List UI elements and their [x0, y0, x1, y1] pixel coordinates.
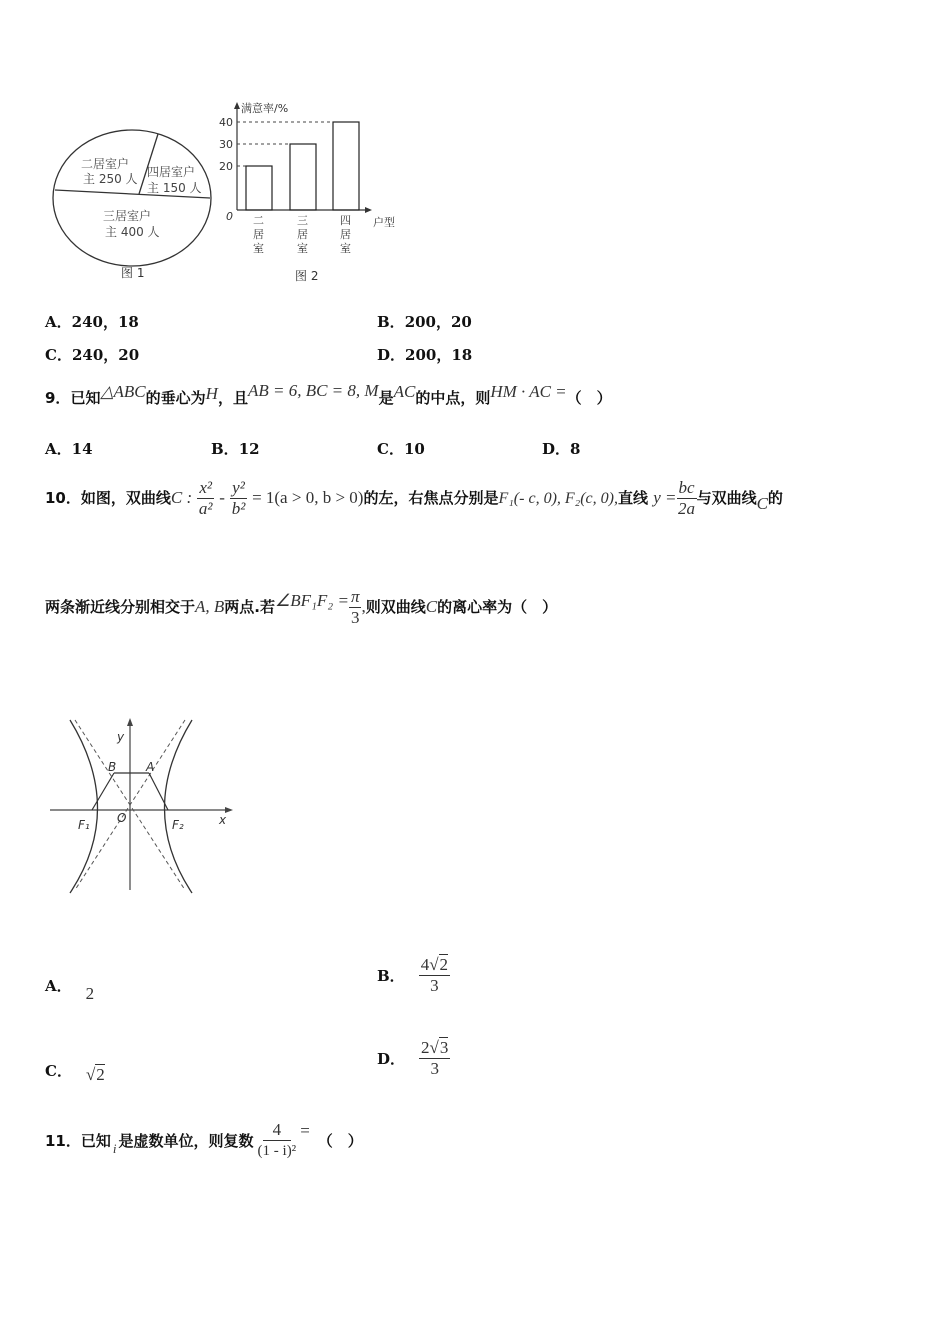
category-label-char: 居: [297, 228, 308, 241]
pie-label-3room-line1: 三居室户: [103, 209, 152, 223]
q10-frac-bc2a: $\frac{bc}{2a}$: [678, 478, 696, 518]
category-label-char: 室: [253, 242, 264, 255]
graph-label-x: x: [219, 813, 227, 827]
graph-label-f2: F₂: [172, 818, 184, 832]
pie-label-2room-line2: 主 250 人: [83, 172, 138, 186]
category-label-char: 三: [297, 214, 308, 227]
pie-label-3room-line2: 主 400 人: [105, 225, 160, 239]
q10-option-c[interactable]: C． √2: [45, 1062, 105, 1084]
graph-x-arrow: [225, 807, 233, 813]
category-label-char: 室: [297, 242, 308, 255]
question-9: 9．已知△ABC的垂心为H，且AB = 6, BC = 8, M是AC的中点，则HM · AC =（ ）: [45, 381, 612, 407]
y-tick-label: 30: [219, 138, 233, 151]
y-tick-label: 40: [219, 116, 233, 129]
pie-outline: [53, 130, 211, 266]
pie-chart-figure: [45, 100, 225, 285]
hyperbola-graph: [45, 715, 240, 895]
q9-option-c[interactable]: C．10: [377, 440, 425, 458]
q9-option-a[interactable]: A．14: [45, 440, 93, 458]
bar-origin: 0: [226, 210, 233, 223]
segment-f1b: [92, 773, 114, 810]
category-label-char: 居: [253, 228, 264, 241]
q10-frac-y: $\frac{\text{y²}}{\text{b²}}$: [231, 478, 246, 518]
graph-label-a: A: [146, 760, 155, 774]
pie-caption: 图 1: [121, 266, 145, 280]
pie-label-2room-line1: 二居室户: [81, 157, 130, 171]
category-label-char: 居: [340, 228, 351, 241]
x-axis-arrow: [365, 207, 372, 213]
graph-label-o: O: [117, 811, 127, 825]
bar-二居室: [246, 166, 272, 210]
graph-label-b: B: [108, 760, 117, 774]
q10-option-b[interactable]: B． $\frac{4√2}{3}$: [377, 955, 449, 995]
y-tick-label: 20: [219, 160, 233, 173]
q10-option-a[interactable]: A． 2: [45, 977, 95, 1003]
graph-label-y: y: [117, 730, 125, 744]
q9-option-b[interactable]: B．12: [211, 440, 260, 458]
bar-xlabel: 户型: [373, 216, 395, 229]
category-label-char: 二: [253, 214, 264, 227]
graph-y-arrow: [127, 718, 133, 726]
question-11: 11． 已知 i 是虚数单位，则复数 $\frac{4}{\text{(1 - i)²}}$ = （ ）: [45, 1120, 363, 1159]
bar-四居室: [333, 122, 359, 210]
q10-option-d[interactable]: D． $\frac{2√3}{3}$: [377, 1038, 449, 1078]
q9-option-d[interactable]: D．8: [542, 440, 581, 458]
q8-option-c[interactable]: C．240，20: [45, 346, 140, 364]
category-label-char: 四: [340, 214, 351, 227]
pie-label-4room-line2: 主 150 人: [147, 181, 202, 195]
q10-frac-x: $\frac{\text{x²}}{\text{a²}}$: [198, 478, 213, 518]
bar-ylabel: 满意率/%: [241, 102, 289, 115]
bar-chart-figure: [215, 98, 415, 288]
q10-frac-pi3: $\frac{\pi}{3}$: [350, 587, 360, 627]
bar-caption: 图 2: [295, 269, 319, 283]
question-10-line1: 10．如图，双曲线C : $\frac{\text{x²}}{\text{a²}}$ - $\frac{\text{y²}}{\text{b²}}$ = 1(a > 0, b > 0)的左，右焦点分别是F₁(- c, 0), F₂(c, 0),直线 y = $\frac{bc}{2a}$ 与双曲线C的: [45, 478, 783, 518]
question-10-line2: 两条渐近线分别相交于A, B两点.若∠BF₁F₂ = $\frac{\pi}{3}$ ,则双曲线C的离心率为（ ）: [45, 587, 558, 627]
q8-option-a[interactable]: A．240，18: [45, 313, 139, 331]
q8-option-b[interactable]: B．200，20: [377, 313, 472, 331]
y-axis-arrow: [234, 102, 240, 109]
bars-group: [219, 116, 359, 255]
pie-label-4room-line1: 四居室户: [147, 165, 196, 179]
bar-三居室: [290, 144, 316, 210]
q11-fraction: $\frac{4}{\text{(1 - i)²}}$: [257, 1120, 297, 1159]
category-label-char: 室: [340, 242, 351, 255]
q8-option-d[interactable]: D．200，18: [377, 346, 473, 364]
graph-label-f1: F₁: [78, 818, 90, 832]
hyperbola-left-branch: [70, 720, 98, 893]
